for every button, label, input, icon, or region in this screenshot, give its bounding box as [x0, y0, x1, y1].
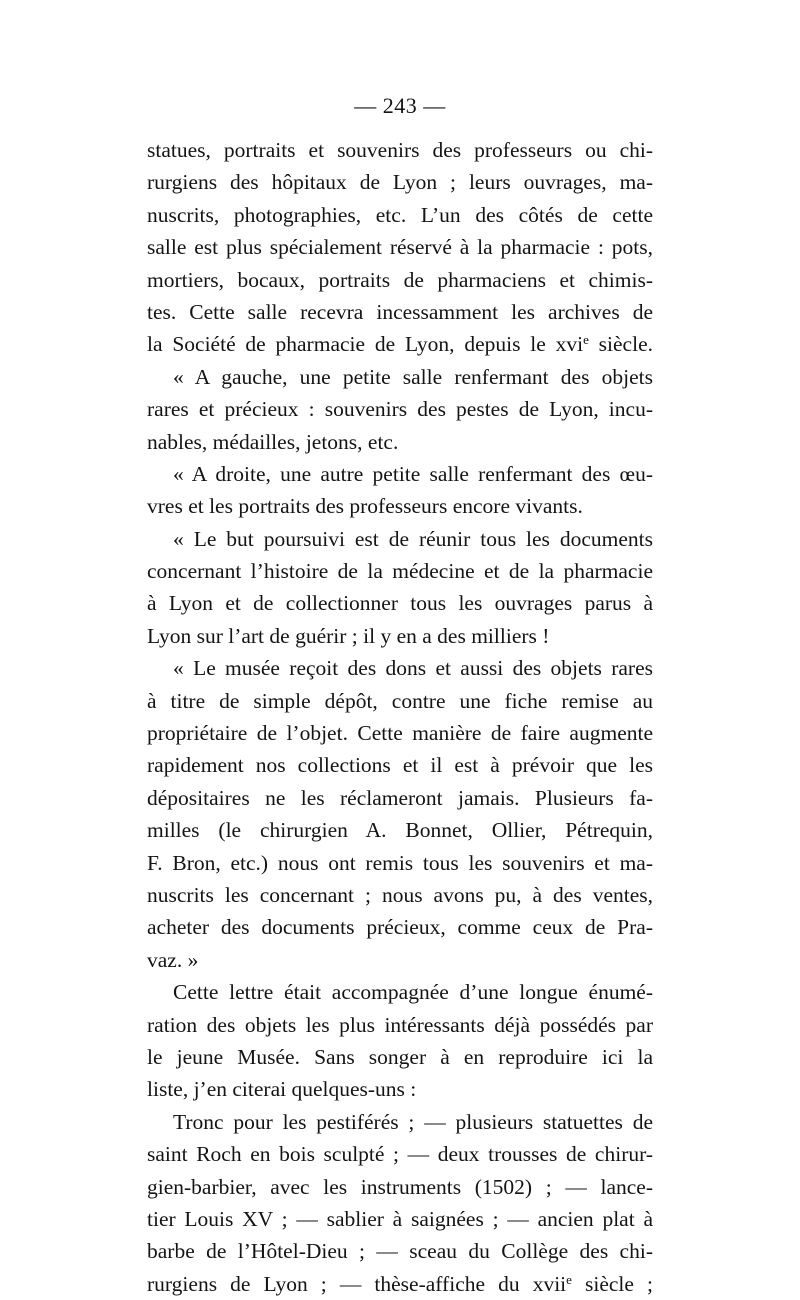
text-line: Cette lettre était accompagnée d’une longue énumé-: [173, 980, 653, 1005]
text-line: nables, médailles, jetons, etc.: [147, 429, 399, 454]
text-line: nuscrits, photographies, etc. L’un des côtés de cette: [147, 202, 653, 227]
century-numeral: xvi: [555, 332, 584, 357]
text-line: nuscrits les concernant ; nous avons pu, à des ventes,: [147, 882, 653, 907]
century-numeral: xvii: [532, 1271, 567, 1296]
text-line: Lyon sur l’art de guérir ; il y en a des milliers !: [147, 623, 550, 648]
text-line: saint Roch en bois sculpté ; — deux trousses de chirur-: [147, 1142, 653, 1167]
text-line: à Lyon et de collectionner tous les ouvrages parus à: [147, 591, 653, 616]
text-line: salle est plus spécialement réservé à la pharmacie : pots,: [147, 235, 653, 260]
text-segment: siècle ;: [571, 1271, 653, 1296]
text-line: [147, 1268, 653, 1300]
text-line: ration des objets les plus intéressants déjà possédés par: [147, 1012, 653, 1037]
text-line: le jeune Musée. Sans songer à en reproduire ici la: [147, 1044, 653, 1069]
ordinal-superscript: e: [566, 1271, 572, 1287]
text-line: « A droite, une autre petite salle renfermant des œu-: [173, 461, 653, 486]
text-line: tes. Cette salle recevra incessamment les archives de: [147, 299, 653, 324]
text-line: rurgiens des hôpitaux de Lyon ; leurs ouvrages, ma-: [147, 170, 653, 195]
text-line: acheter des documents précieux, comme ceux de Pra-: [147, 915, 653, 940]
text-line: « Le musée reçoit des dons et aussi des objets rares: [173, 656, 653, 681]
text-line: dépositaires ne les réclameront jamais. Plusieurs fa-: [147, 785, 653, 810]
text-segment: rurgiens de Lyon ; — thèse-affiche du: [147, 1271, 533, 1296]
text-line: milles (le chirurgien A. Bonnet, Ollier, Pétrequin,: [147, 818, 653, 843]
text-line: propriétaire de l’objet. Cette manière de faire augmente: [147, 721, 653, 746]
text-line: rares et précieux : souvenirs des pestes de Lyon, incu-: [147, 397, 653, 422]
text-line: vaz. »: [147, 947, 199, 972]
text-segment: la Société de pharmacie de Lyon, depuis le: [147, 332, 556, 357]
text-line: liste, j’en citerai quelques-uns :: [147, 1077, 417, 1102]
text-line: à titre de simple dépôt, contre une fiche remise au: [147, 688, 653, 713]
ordinal-superscript: e: [583, 332, 589, 348]
text-line: concernant l’histoire de la médecine et de la pharmacie: [147, 559, 653, 584]
text-line: gien-barbier, avec les instruments (1502) ; — lance-: [147, 1174, 653, 1199]
text-line: rapidement nos collections et il est à prévoir que les: [147, 753, 653, 778]
text-line: vres et les portraits des professeurs encore vivants.: [147, 494, 583, 519]
text-line: F. Bron, etc.) nous ont remis tous les souvenirs et ma-: [147, 850, 653, 875]
text-line: Tronc pour les pestiférés ; — plusieurs statuettes de: [173, 1109, 653, 1134]
text-line: tier Louis XV ; — sablier à saignées ; — ancien plat à: [147, 1206, 653, 1231]
text-line: statues, portraits et souvenirs des professeurs ou chi-: [147, 138, 653, 162]
text-line: « A gauche, une petite salle renfermant des objets: [173, 364, 653, 389]
text-line: barbe de l’Hôtel-Dieu ; — sceau du Collège des chi-: [147, 1239, 653, 1264]
text-line: mortiers, bocaux, portraits de pharmaciens et chimis-: [147, 267, 653, 292]
body-text: [147, 134, 653, 1300]
text-segment: siècle.: [588, 332, 653, 357]
text-line: « Le but poursuivi est de réunir tous les documents: [173, 526, 653, 551]
page-number: — 243 —: [354, 93, 446, 118]
text-line: [147, 328, 653, 360]
